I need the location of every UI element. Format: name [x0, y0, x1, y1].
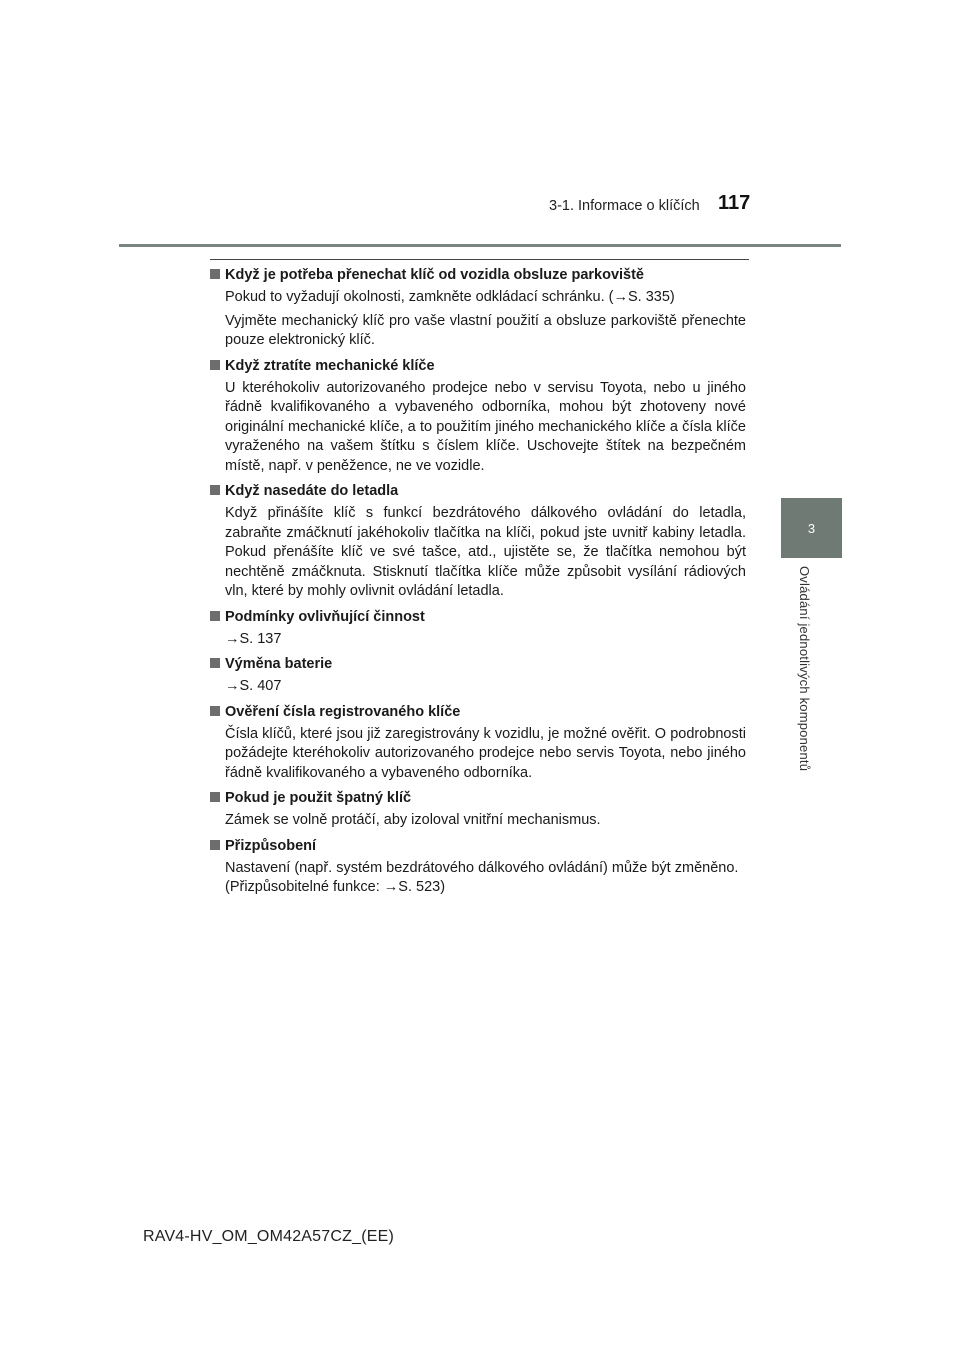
square-bullet-icon	[210, 269, 220, 279]
section-title: Podmínky ovlivňující činnost	[210, 608, 746, 626]
square-bullet-icon	[210, 840, 220, 850]
paragraph: U kteréhokoliv autorizovaného prodejce nebo v servisu Toyota, nebo u jiného řádně kvalifikovaného a vybaveného odborníka, mohou být zhotoveny nové originální mechanické klíče, a to použitím jiného mechanického klíče a čísla klíče vyraženého na vašem štítku s číslem klíče. Uschovejte štítek na bezpečném místě, např. v peněžence, ne ve vozidle.	[225, 379, 746, 474]
paragraph: Zámek se volně protáčí, aby izoloval vnitřní mechanismus.	[225, 812, 601, 828]
content-rule	[210, 259, 749, 260]
section-valet	[210, 266, 746, 351]
square-bullet-icon	[210, 658, 220, 668]
page-reference-link[interactable]: →S. 407	[225, 678, 282, 694]
section-title: Když nasedáte do letadla	[210, 482, 746, 500]
section-title: Výměna baterie	[210, 655, 746, 673]
section-battery	[210, 655, 746, 697]
section-customization	[210, 837, 746, 898]
page-reference-link[interactable]: →S. 137	[225, 630, 282, 647]
paragraph: Čísla klíčů, které jsou již zaregistrovány k vozidlu, je možné ověřit. O podrobnosti požádejte kteréhokoliv autorizovaného prodejce nebo servis Toyota, nebo jiného řádně kvalifikovaného a vybaveného odborníka.	[225, 725, 746, 781]
chapter-title: Ovládání jednotlivých komponentů	[797, 566, 812, 772]
footer-doc-code: RAV4-HV_OM_OM42A57CZ_(EE)	[143, 1228, 394, 1245]
page-reference-link[interactable]: (Přizpůsobitelné funkce: →S. 523)	[225, 879, 446, 895]
square-bullet-icon	[210, 611, 220, 621]
section-wrong-key	[210, 789, 746, 831]
section-title: Ověření čísla registrovaného klíče	[210, 703, 746, 721]
square-bullet-icon	[210, 706, 220, 716]
section-conditions	[210, 608, 746, 650]
section-airplane	[210, 482, 746, 602]
section-key-number	[210, 703, 746, 784]
chapter-number: 3	[807, 520, 816, 536]
section-title: Přizpůsobení	[210, 837, 746, 855]
paragraph: Pokud to vyžadují okolnosti, zamkněte odkládací schránku. (→S. 335)	[225, 289, 675, 305]
section-title: Když ztratíte mechanické klíče	[210, 357, 746, 375]
chapter-tab[interactable]	[781, 498, 842, 558]
page-number: 117	[718, 192, 751, 214]
section-title: Když je potřeba přenechat klíč od vozidla obsluze parkoviště	[210, 266, 746, 284]
paragraph: Když přinášíte klíč s funkcí bezdrátového dálkového ovládání do letadla, zabraňte zmáčknutí jakéhokoliv tlačítka na klíči, pokud jste uvnitř kabiny letadla. Pokud přenášíte klíč ve své tašce, atd., ujistěte se, že tlačítka nemohou být nechtěně zmáčknuta. Stisknutí tlačítka klíče může způsobit vysílání rádiových vln, které by mohly ovlivnit ovládání letadla.	[225, 505, 746, 599]
square-bullet-icon	[210, 792, 220, 802]
header-rule	[119, 244, 841, 247]
header-section-title: 3-1. Informace o klíčích	[549, 198, 700, 214]
section-title: Pokud je použit špatný klíč	[210, 789, 746, 807]
square-bullet-icon	[210, 360, 220, 370]
paragraph: Vyjměte mechanický klíč pro vaše vlastní použití a obsluze parkoviště přenechte pouze elektronický klíč.	[225, 312, 746, 348]
paragraph: Nastavení (např. systém bezdrátového dálkového ovládání) může být změněno.	[225, 859, 739, 876]
square-bullet-icon	[210, 485, 220, 495]
section-lost-keys	[210, 357, 746, 477]
content	[210, 266, 746, 904]
